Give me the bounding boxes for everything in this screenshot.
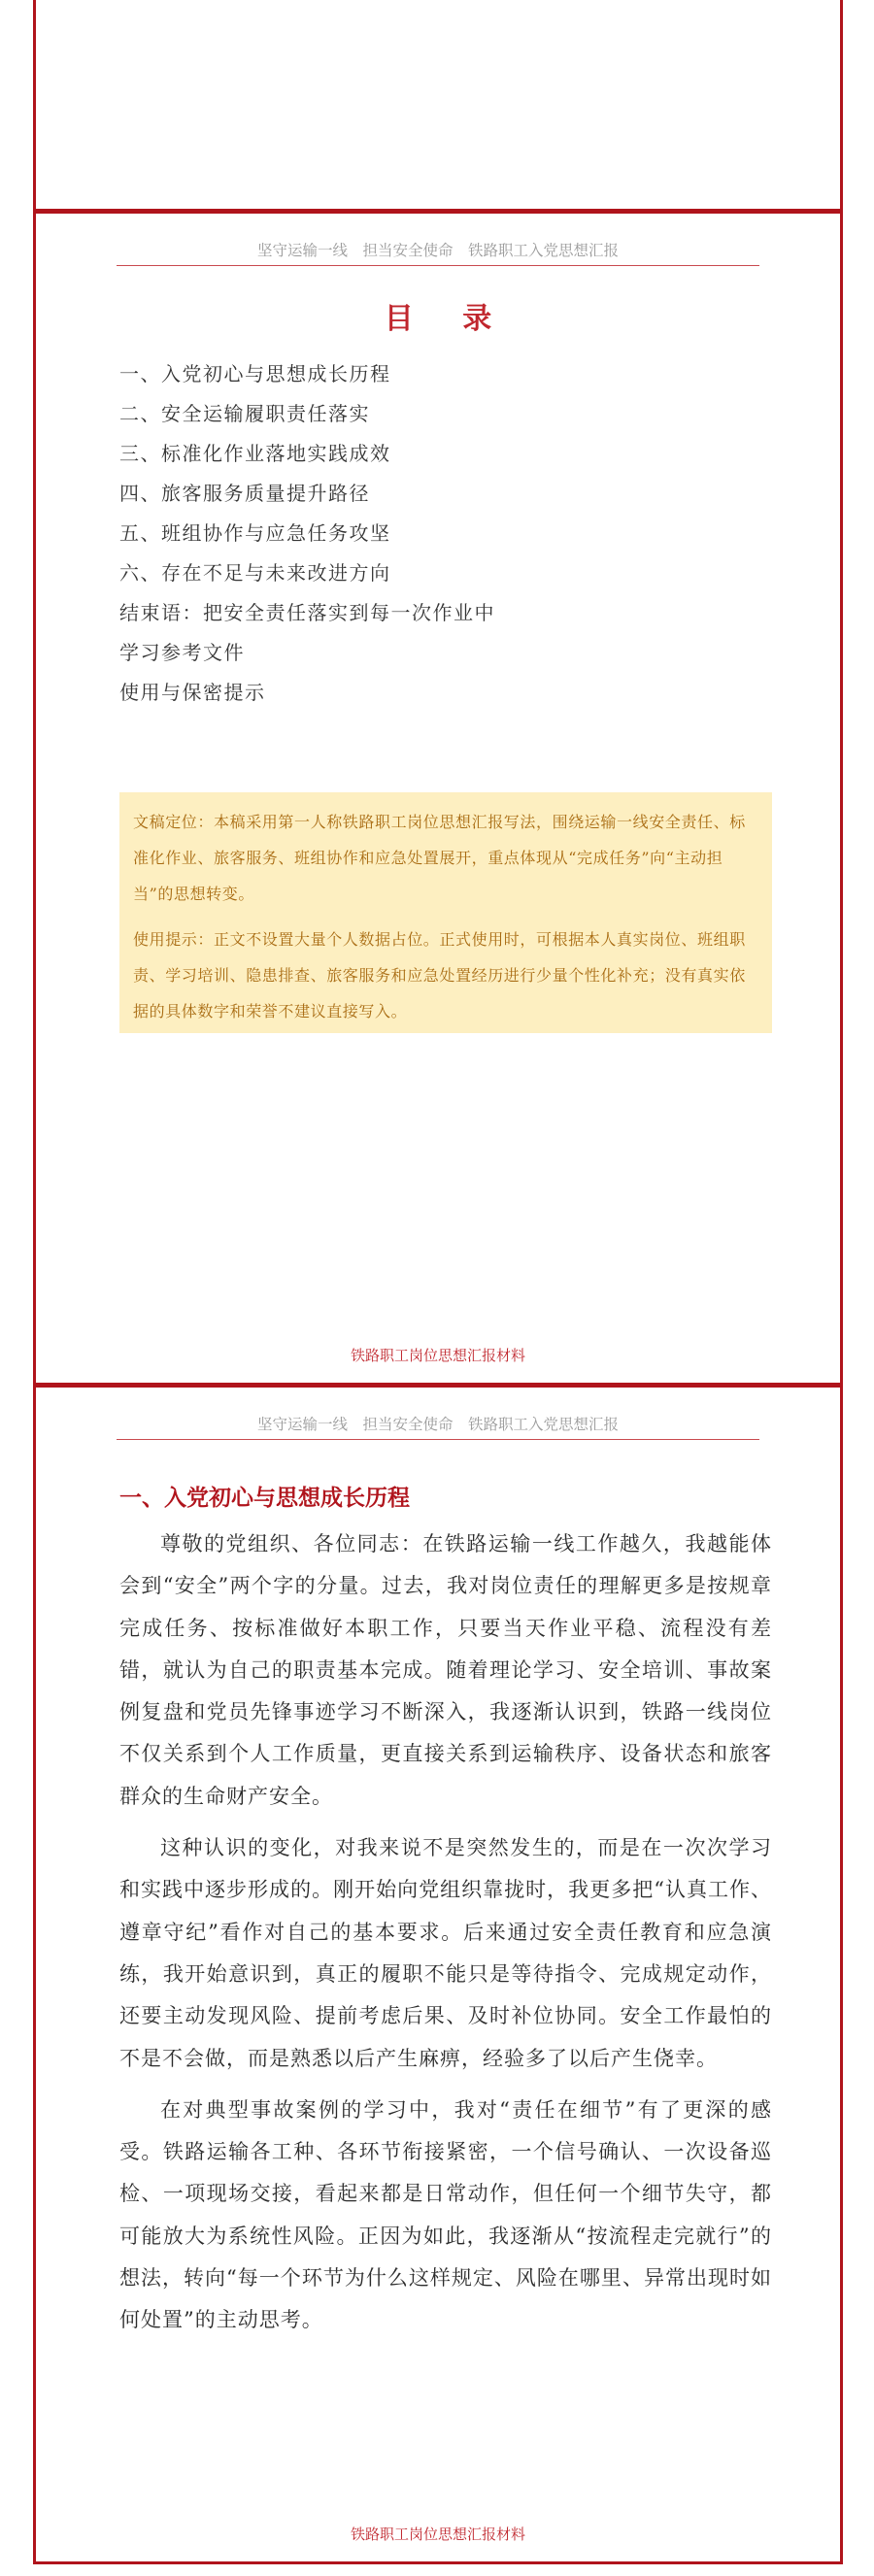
page-3 [33, 1385, 843, 2564]
toc-item[interactable]: 四、旅客服务质量提升路径 [119, 482, 370, 505]
page-footer: 铁路职工岗位思想汇报材料 [350, 1347, 525, 1364]
toc-list [119, 354, 495, 713]
body-paragraph: 在对典型事故案例的学习中，我对“责任在细节”有了更深的感受。铁路运输各工种、各环节衔接紧密，一个信号确认、一次设备巡检、一项现场交接，看起来都是日常动作，但任何一个细节失守，都可能放大为系统性风险。正因为如此，我逐渐从“按流程走完就行”的想法，转向“每一个环节为什么这样规定、风险在哪里、异常出现时如何处置”的主动思考。 [119, 2097, 772, 2332]
notice-box [119, 792, 772, 1033]
running-header: 坚守运输一线 担当安全使命 铁路职工入党思想汇报 [117, 239, 759, 266]
notice-usage: 使用提示：正文不设置大量个人数据占位。正式使用时，可根据本人真实岗位、班组职责、学习培训、隐患排查、旅客服务和应急处置经历进行少量个性化补充；没有真实依据的具体数字和荣誉不建议直接写入。 [133, 930, 746, 1020]
toc-item[interactable]: 五、班组协作与应急任务攻坚 [119, 521, 391, 545]
page-footer: 铁路职工岗位思想汇报材料 [350, 2526, 525, 2543]
section-body [119, 1523, 772, 2352]
toc-item[interactable]: 使用与保密提示 [119, 681, 266, 704]
toc-item[interactable]: 一、入党初心与思想成长历程 [119, 362, 391, 385]
page-2 [33, 211, 843, 1386]
notice-positioning: 文稿定位：本稿采用第一人称铁路职工岗位思想汇报写法，围绕运输一线安全责任、标准化作业、旅客服务、班组协作和应急处置展开，重点体现从“完成任务”向“主动担当”的思想转变。 [133, 813, 746, 903]
body-paragraph: 这种认识的变化，对我来说不是突然发生的，而是在一次次学习和实践中逐步形成的。刚开始向党组织靠拢时，我更多把“认真工作、遵章守纪”看作对自己的基本要求。后来通过安全责任教育和应急演练，我开始意识到，真正的履职不能只是等待指令、完成规定动作，还要主动发现风险、提前考虑后果、及时补位协同。安全工作最怕的不是不会做，而是熟悉以后产生麻痹，经验多了以后产生侥幸。 [119, 1836, 772, 2070]
toc-item[interactable]: 三、标准化作业落地实践成效 [119, 442, 391, 465]
page-1 [33, 0, 843, 212]
running-header: 坚守运输一线 担当安全使命 铁路职工入党思想汇报 [117, 1413, 759, 1440]
body-paragraph: 尊敬的党组织、各位同志：在铁路运输一线工作越久，我越能体会到“安全”两个字的分量。过去，我对岗位责任的理解更多是按规章完成任务、按标准做好本职工作，只要当天作业平稳、流程没有差错，就认为自己的职责基本完成。随着理论学习、安全培训、事故案例复盘和党员先锋事迹学习不断深入，我逐渐认识到，铁路一线岗位不仅关系到个人工作质量，更直接关系到运输秩序、设备状态和旅客群众的生命财产安全。 [119, 1532, 772, 1808]
section-title: 一、入党初心与思想成长历程 [119, 1486, 410, 1511]
toc-item[interactable]: 学习参考文件 [119, 641, 245, 664]
toc-item[interactable]: 结束语：把安全责任落实到每一次作业中 [119, 601, 495, 624]
toc-item[interactable]: 六、存在不足与未来改进方向 [119, 561, 391, 585]
toc-item[interactable]: 二、安全运输履职责任落实 [119, 402, 370, 425]
toc-title: 目 录 [384, 302, 512, 336]
